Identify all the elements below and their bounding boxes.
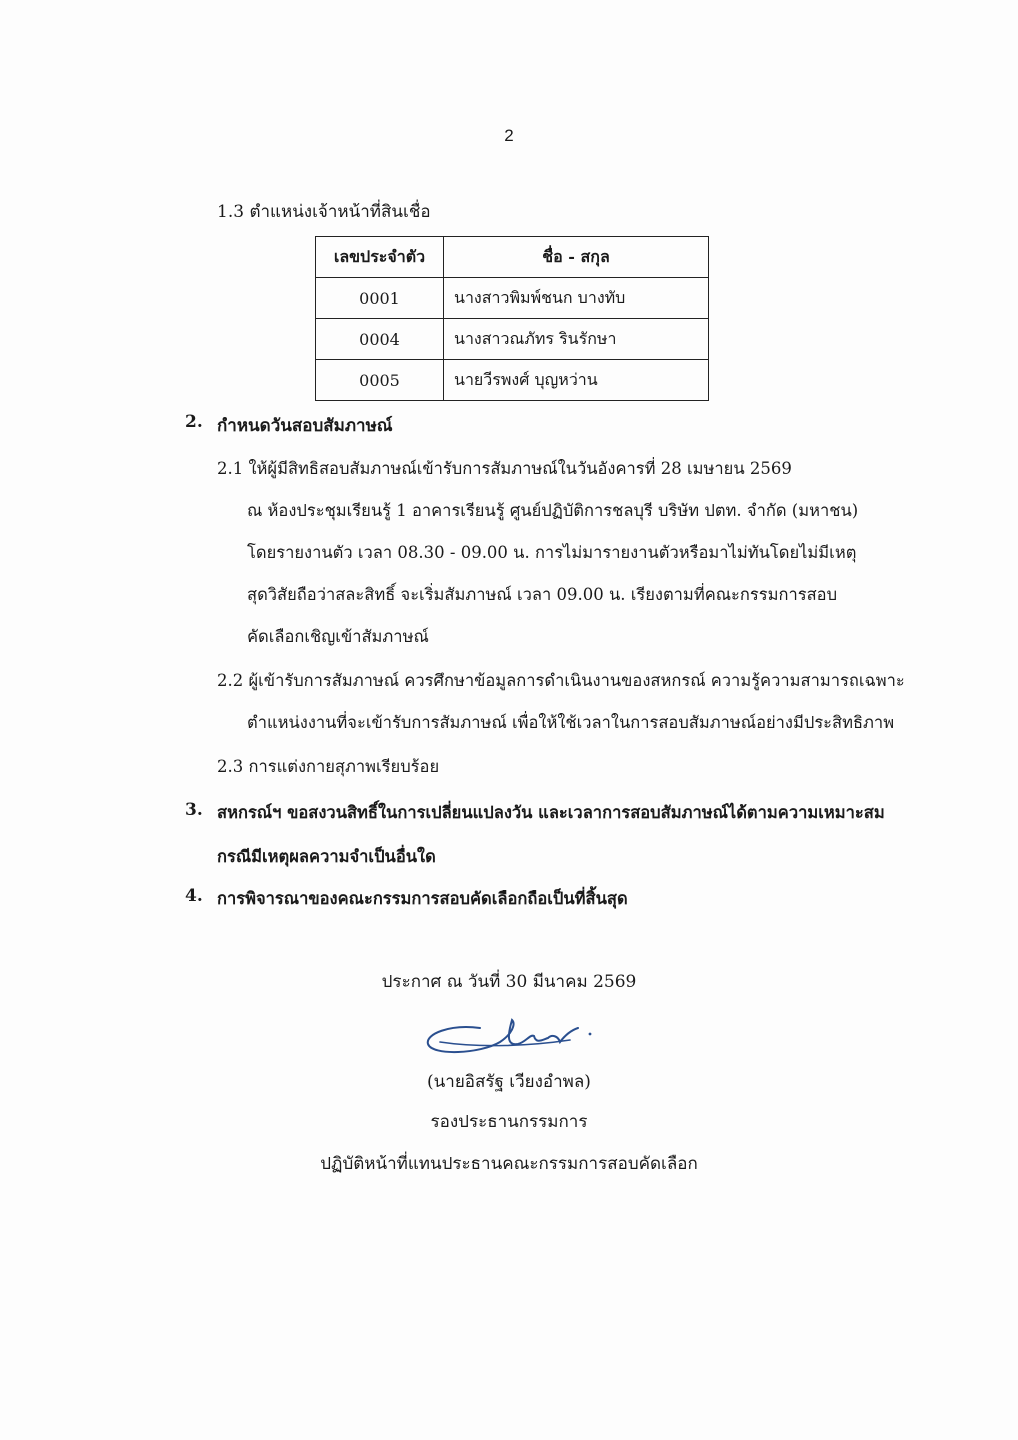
table-header-row	[316, 237, 709, 278]
column-header-name: ชื่อ - สกุล	[444, 237, 709, 278]
section-2-heading: กำหนดวันสอบสัมภาษณ์	[217, 416, 393, 436]
section-1-3-heading: 1.3 ตำแหน่งเจ้าหน้าที่สินเชื่อ	[217, 202, 431, 222]
item-2-1-line: คัดเลือกเชิญเข้าสัมภาษณ์	[247, 627, 429, 646]
signature-stroke	[440, 1040, 570, 1046]
item-2-2-line: 2.2 ผู้เข้ารับการสัมภาษณ์ ควรศึกษาข้อมูลการดำเนินงานของสหกรณ์ ความรู้ความสามารถเฉพาะ	[217, 671, 905, 690]
page-number: 2	[504, 126, 514, 145]
signatory-name: (นายอิสรัฐ เวียงอำพล)	[427, 1072, 591, 1092]
table-row	[316, 360, 709, 401]
item-2-1-line: โดยรายงานตัว เวลา 08.30 - 09.00 น. การไม่มารายงานตัวหรือมาไม่ทันโดยไม่มีเหตุ	[247, 543, 857, 562]
item-2-2-line: ตำแหน่งงานที่จะเข้ารับการสัมภาษณ์ เพื่อให้ใช้เวลาในการสอบสัมภาษณ์อย่างมีประสิทธิภาพ	[247, 713, 895, 732]
section-3-number: 3.	[185, 800, 203, 820]
signatory-acting-role: ปฏิบัติหน้าที่แทนประธานคณะกรรมการสอบคัดเลือก	[320, 1154, 698, 1174]
section-2-number: 2.	[185, 412, 203, 432]
column-header-id: เลขประจำตัว	[316, 237, 444, 278]
item-2-3-line: 2.3 การแต่งกายสุภาพเรียบร้อย	[217, 757, 440, 776]
table-row	[316, 278, 709, 319]
section-3-line: กรณีมีเหตุผลความจำเป็นอื่นใด	[217, 847, 436, 866]
item-2-1-line: ณ ห้องประชุมเรียนรู้ 1 อาคารเรียนรู้ ศูนย์ปฏิบัติการชลบุรี บริษัท ปตท. จำกัด (มหาชน)	[247, 501, 859, 520]
signature-dot	[589, 1033, 592, 1036]
row-id: 0004	[316, 319, 444, 360]
item-2-1-line: สุดวิสัยถือว่าสละสิทธิ์ จะเริ่มสัมภาษณ์ เวลา 09.00 น. เรียงตามที่คณะกรรมการสอบ	[247, 585, 838, 604]
row-id: 0005	[316, 360, 444, 401]
section-3-line: สหกรณ์ฯ ขอสงวนสิทธิ์ในการเปลี่ยนแปลงวัน และเวลาการสอบสัมภาษณ์ได้ตามความเหมาะสม	[217, 803, 885, 822]
row-name: นายวีรพงศ์ บุญหว่าน	[444, 360, 709, 401]
announcement-date: ประกาศ ณ วันที่ 30 มีนาคม 2569	[381, 972, 637, 992]
row-name: นางสาวพิมพ์ชนก บางทับ	[444, 278, 709, 319]
section-4-number: 4.	[185, 886, 203, 906]
row-name: นางสาวณภัทร รินรักษา	[444, 319, 709, 360]
signatory-position: รองประธานกรรมการ	[430, 1112, 588, 1132]
item-2-1-line: 2.1 ให้ผู้มีสิทธิสอบสัมภาษณ์เข้ารับการสัมภาษณ์ในวันอังคารที่ 28 เมษายน 2569	[217, 459, 792, 478]
signature-graphic	[420, 1012, 610, 1062]
staff-table	[315, 236, 709, 401]
row-id: 0001	[316, 278, 444, 319]
signature-stroke	[428, 1020, 578, 1052]
table-row	[316, 319, 709, 360]
section-4-text: การพิจารณาของคณะกรรมการสอบคัดเลือกถือเป็นที่สิ้นสุด	[217, 889, 628, 908]
